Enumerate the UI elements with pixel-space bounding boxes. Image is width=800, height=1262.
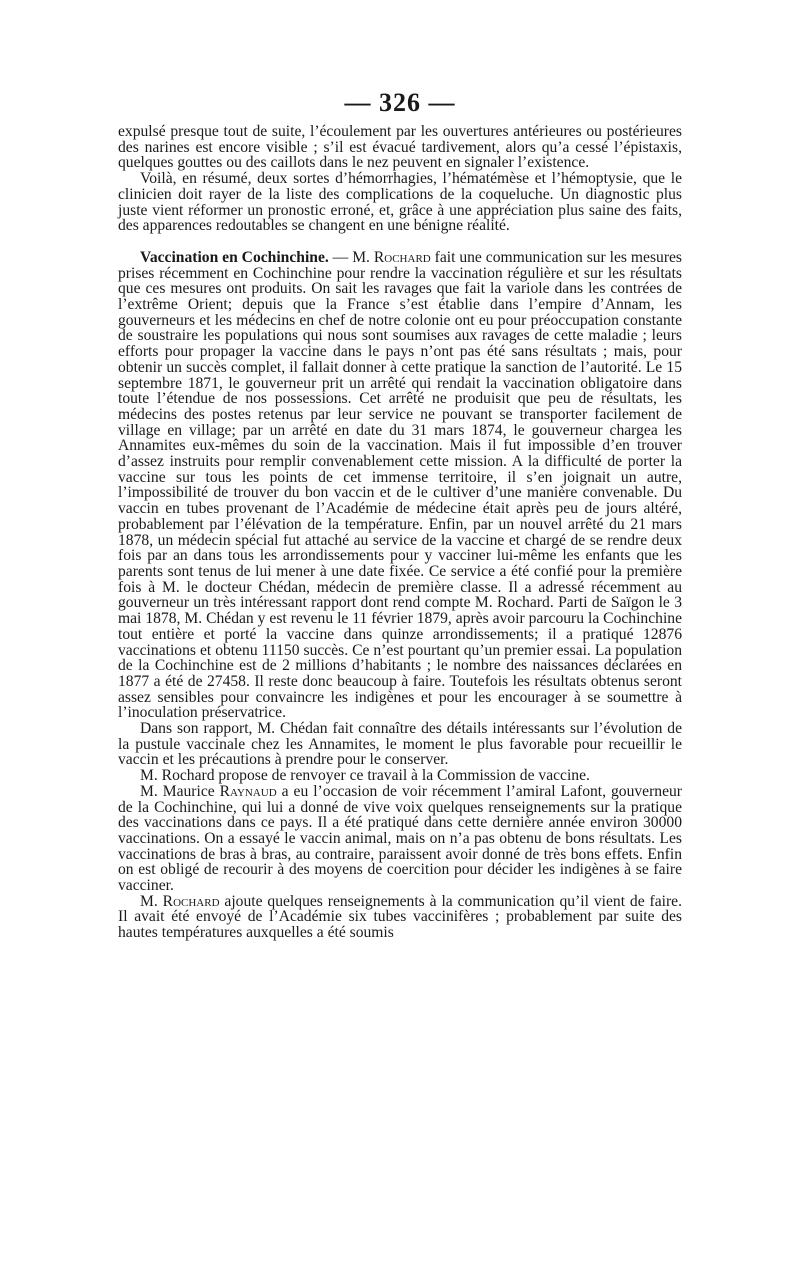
paragraph-6-text: a eu l’occasion de voir récemment l’amiral Lafont, gouverneur de la Cochinchine, qui lui a donné de vive voix quelques renseignements sur la pratique des vaccinations dans ce pays. Il a été pratiqué dans cette dernière année environ 30000 vaccinations. On a essayé le vaccin animal, mais on n’a pas obtenu de bons résultats. Les vaccinations de bras à bras, au contraire, paraissent avoir donné de très bons effets. Enfin on est obligé de recourir à des moyens de coercition pour décider les indigènes à se faire vacciner. xyxy=(118,782,682,895)
paragraph-vaccination xyxy=(118,250,682,721)
paragraph-2: Voilà, en résumé, deux sortes d’hémorrhagies, l’hématémèse et l’hémoptysie, que le clinicien doit rayer de la liste des complications de la coqueluche. Un diagnostic plus juste vient réformer un pronostic erroné, et, grâce à une appréciation plus saine des faits, des apparences redoutables se changent en une bénigne réalité. xyxy=(118,170,682,235)
paragraph-6 xyxy=(118,784,682,894)
paragraph-7-lead: M. xyxy=(140,892,163,910)
author-name: Rochard xyxy=(162,892,220,910)
page-number: — 326 — xyxy=(344,88,456,117)
paragraph-3-text: fait une communication sur les mesures prises récemment en Cochinchine pour rendre la vaccination régulière et sur les résultats que ces mesures ont produits. On sait les ravages que fait la variole dans les contrées de l’extrême Orient; depuis que la France s’est établie dans l’empire d’Annam, les gouverneurs et les médecins en chef de notre colonie ont eu pour préoccupation constante de soustraire les populations qui nous sont soumises aux ravages de cette maladie ; leurs efforts pour propager la vaccine dans le pays n’ont pas été sans résultats ; mais, pour obtenir un succès complet, il fallait donner à cette pratique la sanction de l’autorité. Le 15 septembre 1871, le gouverneur prit un arrêté qui rendait la vaccination obligatoire dans toute l’étendue de nos possessions. Cet arrêté ne produisit que peu de résultats, les médecins des postes retenus par leur service ne pouvant se transporter facilement de village en village; par un arrêté en date du 31 mars 1874, le gouverneur chargea les Annamites eux-mêmes du soin de la vaccination. Mais il fut impossible d’en trouver d’assez instruits pour remplir convenablement cette mission. A la difficulté de porter la vaccine sur tous les points de cet immense territoire, il s’en joignait un autre, l’impossibilité de trouver du bon vaccin et de le cultiver d’une manière convenable. Du vaccin en tubes provenant de l’Académie de médecine était après peu de jours altéré, probablement par l’élévation de la température. Enfin, par un nouvel arrêté du 21 mars 1878, un médecin spécial fut attaché au service de la vaccine et chargé de se rendre deux fois par an dans tous les arrondissements pour y vacciner lui-même les enfants que les parents sont tenus de lui mener à une date fixée. Ce service a été confié pour la première fois à M. le docteur Chédan, médecin de première classe. Il a adressé récemment au gouverneur un très intéressant rapport dont rend compte M. Rochard. Parti de Saïgon le 3 mai 1878, M. Chédan y est revenu le 11 février 1879, après avoir parcouru la Cochinchine tout entière et porté la vaccine dans quinze arrondissements; il a pratiqué 12876 vaccinations et obtenu 11150 succès. Ce n’est pourtant qu’un premier essai. La population de la Cochinchine est de 2 millions d’habitants ; le nombre des naissances déclarées en 1877 a été de 27458. Il reste donc beaucoup à faire. Toutefois les résultats obtenus seront assez sensibles pour convaincre les indigènes et pour les encourager à se soumettre à l’inoculation préservatrice. xyxy=(118,248,682,722)
paragraph-7 xyxy=(118,894,682,941)
author-name: Raynaud xyxy=(219,782,277,800)
paragraph-5: M. Rochard propose de renvoyer ce travail à la Commission de vaccine. xyxy=(140,767,590,785)
paragraph-1: expulsé presque tout de suite, l’écoulement par les ouvertures antérieures ou postérieures des narines est encore visible ; s’il est évacué tardivement, alors qu’a cessé l’épistaxis, quelques gouttes ou des caillots dans le nez peuvent en signaler l’existence. xyxy=(118,123,682,172)
paragraph-4: Dans son rapport, M. Chédan fait connaître des détails intéressants sur l’évolution de la pustule vaccinale chez les Annamites, le moment le plus favorable pour recueillir le vaccin et les précautions à prendre pour le conserver. xyxy=(118,720,682,769)
title-dash: — M. xyxy=(328,248,374,266)
author-name: Rochard xyxy=(373,248,431,266)
paragraph-6-lead: M. Maurice xyxy=(140,782,220,800)
section-title: Vaccination en Cochinchine. xyxy=(140,248,329,266)
body-text xyxy=(118,124,682,941)
paragraph-7-text: ajoute quelques renseignements à la communication qu’il vient de faire. Il avait été envoyé de l’Académie six tubes vaccinifères ; probablement par suite des hautes températures auxquelles a été soumis xyxy=(118,892,682,942)
